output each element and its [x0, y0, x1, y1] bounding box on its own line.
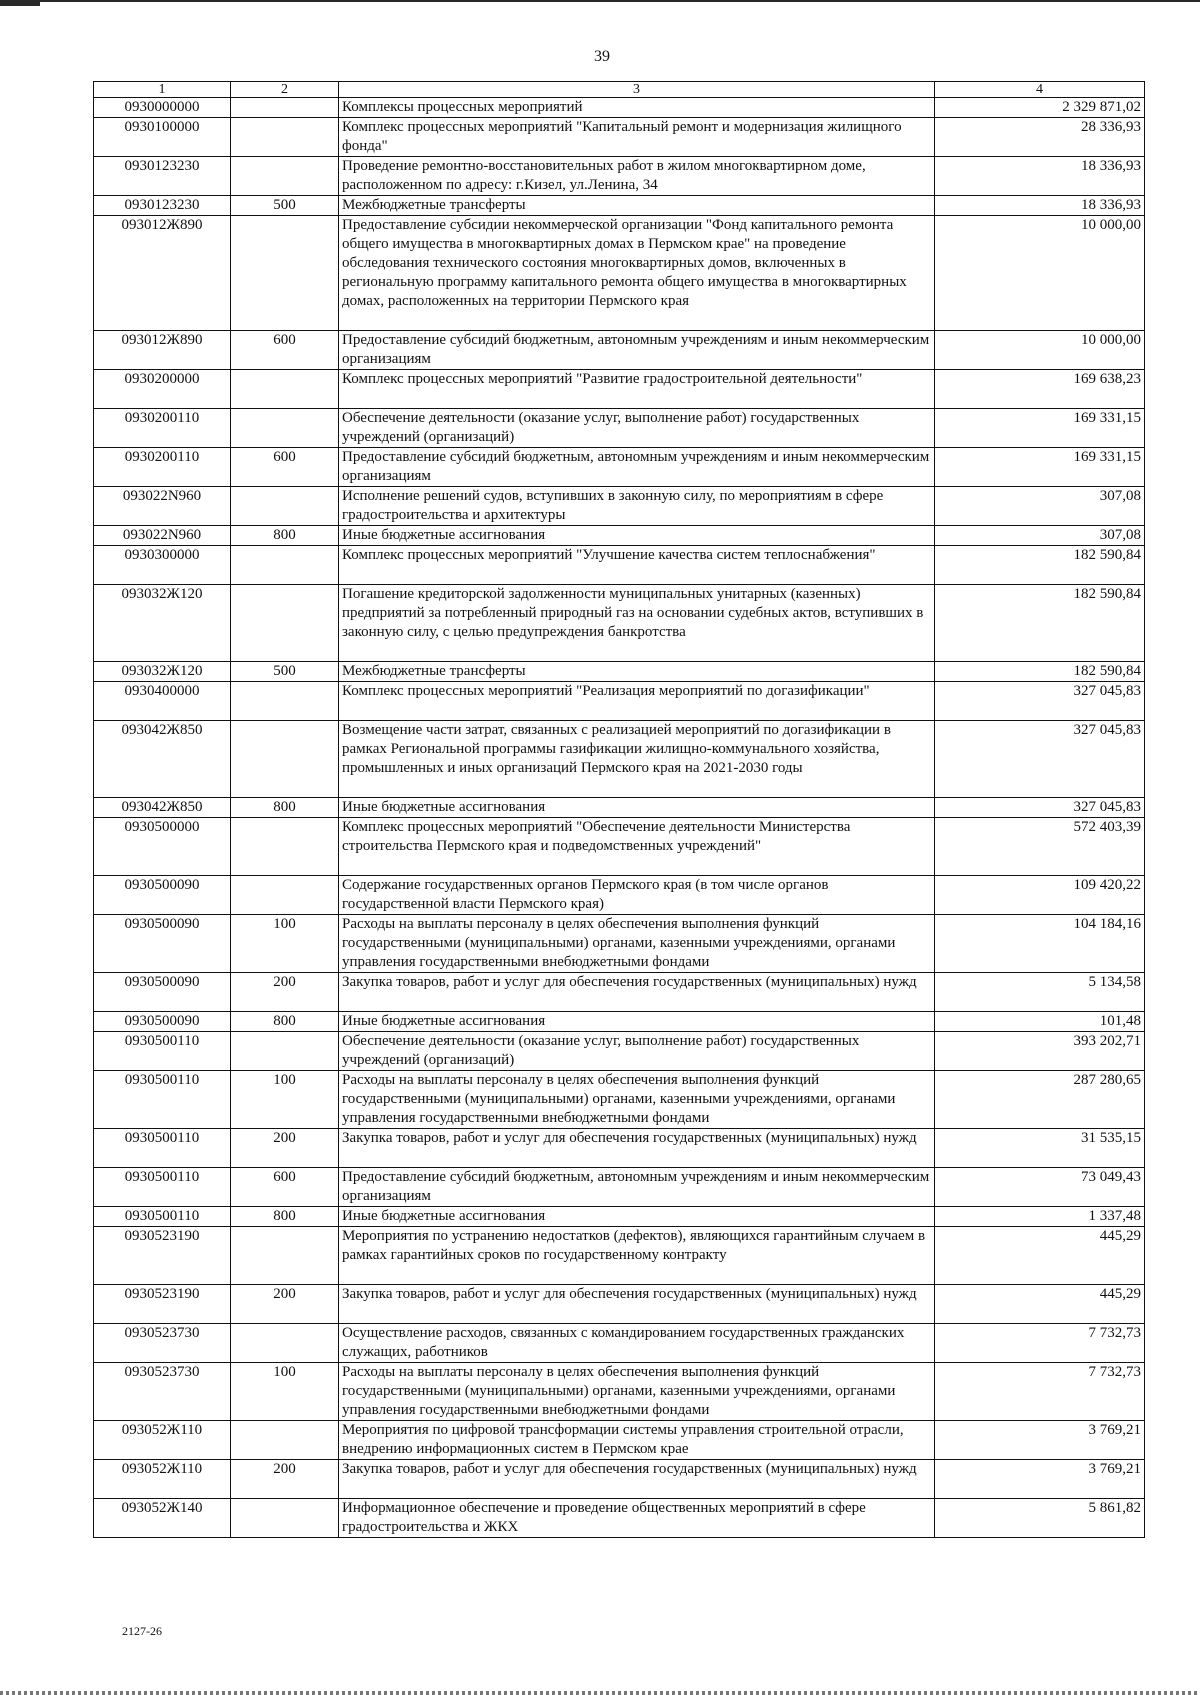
row-description-cell: Иные бюджетные ассигнования	[339, 526, 935, 546]
row-description-cell: Иные бюджетные ассигнования	[339, 1207, 935, 1227]
header-col-3: 3	[339, 82, 935, 98]
row-code-cell: 093012Ж890	[94, 216, 231, 331]
row-type-cell	[231, 585, 339, 662]
table-row	[94, 1285, 1145, 1324]
row-description-cell: Предоставление субсидий бюджетным, автономным учреждениям и иным некоммерческим организациям	[339, 331, 935, 370]
row-amount-cell: 10 000,00	[935, 216, 1145, 331]
row-amount-cell: 2 329 871,02	[935, 98, 1145, 118]
row-description-cell: Проведение ремонтно-восстановительных работ в жилом многоквартирном доме, расположенном по адресу: г.Кизел, ул.Ленина, 34	[339, 157, 935, 196]
row-code-cell: 0930500090	[94, 1012, 231, 1032]
table-row	[94, 973, 1145, 1012]
row-description-cell: Комплекс процессных мероприятий "Обеспечение деятельности Министерства строительства Пермского края и подведомственных учреждений"	[339, 818, 935, 876]
row-description-cell: Закупка товаров, работ и услуг для обеспечения государственных (муниципальных) нужд	[339, 1285, 935, 1324]
row-code-cell: 093032Ж120	[94, 585, 231, 662]
row-description-cell: Закупка товаров, работ и услуг для обеспечения государственных (муниципальных) нужд	[339, 973, 935, 1012]
row-description-cell: Комплекс процессных мероприятий "Реализация мероприятий по догазификации"	[339, 682, 935, 721]
row-code-cell: 0930123230	[94, 196, 231, 216]
row-type-cell: 800	[231, 526, 339, 546]
row-code-cell: 0930523730	[94, 1363, 231, 1421]
row-description-cell: Комплекс процессных мероприятий "Улучшение качества систем теплоснабжения"	[339, 546, 935, 585]
table-row	[94, 1499, 1145, 1538]
row-amount-cell: 5 134,58	[935, 973, 1145, 1012]
table-row	[94, 487, 1145, 526]
row-type-cell: 600	[231, 1168, 339, 1207]
row-type-cell	[231, 157, 339, 196]
header-col-1: 1	[94, 82, 231, 98]
row-amount-cell: 307,08	[935, 487, 1145, 526]
row-description-cell: Обеспечение деятельности (оказание услуг, выполнение работ) государственных учреждений (организаций)	[339, 1032, 935, 1071]
row-description-cell: Предоставление субсидий бюджетным, автономным учреждениям и иным некоммерческим организациям	[339, 448, 935, 487]
budget-table	[93, 81, 1145, 1538]
table-header-row	[94, 82, 1145, 98]
table-row	[94, 1071, 1145, 1129]
row-description-cell: Комплекс процессных мероприятий "Капитальный ремонт и модернизация жилищного фонда"	[339, 118, 935, 157]
row-amount-cell: 101,48	[935, 1012, 1145, 1032]
table-row	[94, 1324, 1145, 1363]
table-row	[94, 1168, 1145, 1207]
row-description-cell: Иные бюджетные ассигнования	[339, 1012, 935, 1032]
row-type-cell: 800	[231, 1012, 339, 1032]
row-type-cell: 600	[231, 331, 339, 370]
table-row	[94, 216, 1145, 331]
row-amount-cell: 182 590,84	[935, 546, 1145, 585]
scan-edge-top	[0, 0, 1200, 6]
table-row	[94, 546, 1145, 585]
table-row	[94, 876, 1145, 915]
row-amount-cell: 3 769,21	[935, 1460, 1145, 1499]
row-type-cell: 100	[231, 1071, 339, 1129]
row-description-cell: Иные бюджетные ассигнования	[339, 798, 935, 818]
row-code-cell: 093052Ж110	[94, 1421, 231, 1460]
row-code-cell: 093052Ж110	[94, 1460, 231, 1499]
row-amount-cell: 169 331,15	[935, 448, 1145, 487]
table-row	[94, 1129, 1145, 1168]
row-type-cell: 100	[231, 915, 339, 973]
row-code-cell: 093012Ж890	[94, 331, 231, 370]
row-description-cell: Погашение кредиторской задолженности муниципальных унитарных (казенных) предприятий за потребленный природный газ на основании судебных актов, вступивших в законную силу, с целью предупреждения банкротства	[339, 585, 935, 662]
row-code-cell: 0930500090	[94, 915, 231, 973]
page-number: 39	[594, 48, 610, 65]
row-type-cell: 200	[231, 1285, 339, 1324]
table-row	[94, 818, 1145, 876]
row-amount-cell: 5 861,82	[935, 1499, 1145, 1538]
table-row	[94, 331, 1145, 370]
row-amount-cell: 18 336,93	[935, 196, 1145, 216]
row-code-cell: 0930523730	[94, 1324, 231, 1363]
table-row	[94, 1421, 1145, 1460]
row-type-cell: 800	[231, 1207, 339, 1227]
row-code-cell: 0930100000	[94, 118, 231, 157]
row-description-cell: Мероприятия по устранению недостатков (дефектов), являющихся гарантийным случаем в рамках гарантийных сроков по государственному контракту	[339, 1227, 935, 1285]
row-type-cell	[231, 546, 339, 585]
row-description-cell: Исполнение решений судов, вступивших в законную силу, по мероприятиям в сфере градостроительства и архитектуры	[339, 487, 935, 526]
row-amount-cell: 327 045,83	[935, 682, 1145, 721]
row-description-cell: Предоставление субсидии некоммерческой организации "Фонд капитального ремонта общего имущества в многоквартирных домах в Пермском крае" на проведение обследования технического состояния многоквартирных домов, включенных в региональную программу капитального ремонта общего имущества в многоквартирных домах, расположенных на территории Пермского края	[339, 216, 935, 331]
header-col-4: 4	[935, 82, 1145, 98]
row-code-cell: 0930123230	[94, 157, 231, 196]
row-amount-cell: 327 045,83	[935, 721, 1145, 798]
row-amount-cell: 1 337,48	[935, 1207, 1145, 1227]
row-code-cell: 093042Ж850	[94, 721, 231, 798]
row-amount-cell: 287 280,65	[935, 1071, 1145, 1129]
row-code-cell: 093052Ж140	[94, 1499, 231, 1538]
row-amount-cell: 7 732,73	[935, 1324, 1145, 1363]
row-code-cell: 0930500110	[94, 1071, 231, 1129]
row-code-cell: 0930200110	[94, 409, 231, 448]
row-code-cell: 093022N960	[94, 487, 231, 526]
row-type-cell: 500	[231, 662, 339, 682]
row-type-cell	[231, 370, 339, 409]
row-type-cell	[231, 1227, 339, 1285]
row-code-cell: 093042Ж850	[94, 798, 231, 818]
table-row	[94, 370, 1145, 409]
row-code-cell: 093022N960	[94, 526, 231, 546]
row-description-cell: Межбюджетные трансферты	[339, 662, 935, 682]
row-description-cell: Расходы на выплаты персоналу в целях обеспечения выполнения функций государственными (муниципальными) органами, казенными учреждениями, органами управления государственными внебюджетными фондами	[339, 1071, 935, 1129]
row-amount-cell: 7 732,73	[935, 1363, 1145, 1421]
table-row	[94, 1207, 1145, 1227]
row-amount-cell: 10 000,00	[935, 331, 1145, 370]
row-amount-cell: 169 331,15	[935, 409, 1145, 448]
table-row	[94, 798, 1145, 818]
table-row	[94, 585, 1145, 662]
row-type-cell	[231, 682, 339, 721]
row-amount-cell: 109 420,22	[935, 876, 1145, 915]
table-row	[94, 448, 1145, 487]
row-amount-cell: 182 590,84	[935, 662, 1145, 682]
row-code-cell: 0930500000	[94, 818, 231, 876]
row-code-cell: 0930500110	[94, 1168, 231, 1207]
table-row	[94, 526, 1145, 546]
row-type-cell	[231, 409, 339, 448]
row-amount-cell: 3 769,21	[935, 1421, 1145, 1460]
row-amount-cell: 73 049,43	[935, 1168, 1145, 1207]
row-amount-cell: 104 184,16	[935, 915, 1145, 973]
row-description-cell: Предоставление субсидий бюджетным, автономным учреждениям и иным некоммерческим организациям	[339, 1168, 935, 1207]
row-amount-cell: 327 045,83	[935, 798, 1145, 818]
row-type-cell	[231, 487, 339, 526]
row-type-cell	[231, 216, 339, 331]
row-description-cell: Расходы на выплаты персоналу в целях обеспечения выполнения функций государственными (муниципальными) органами, казенными учреждениями, органами управления государственными внебюджетными фондами	[339, 1363, 935, 1421]
table-row	[94, 682, 1145, 721]
row-description-cell: Комплекс процессных мероприятий "Развитие градостроительной деятельности"	[339, 370, 935, 409]
row-amount-cell: 182 590,84	[935, 585, 1145, 662]
row-description-cell: Закупка товаров, работ и услуг для обеспечения государственных (муниципальных) нужд	[339, 1129, 935, 1168]
row-amount-cell: 169 638,23	[935, 370, 1145, 409]
row-code-cell: 093032Ж120	[94, 662, 231, 682]
row-type-cell: 200	[231, 973, 339, 1012]
row-description-cell: Расходы на выплаты персоналу в целях обеспечения выполнения функций государственными (муниципальными) органами, казенными учреждениями, органами управления государственными внебюджетными фондами	[339, 915, 935, 973]
row-amount-cell: 445,29	[935, 1285, 1145, 1324]
row-description-cell: Межбюджетные трансферты	[339, 196, 935, 216]
row-type-cell	[231, 1499, 339, 1538]
header-col-2: 2	[231, 82, 339, 98]
row-description-cell: Обеспечение деятельности (оказание услуг, выполнение работ) государственных учреждений (организаций)	[339, 409, 935, 448]
row-amount-cell: 28 336,93	[935, 118, 1145, 157]
row-code-cell: 0930500110	[94, 1129, 231, 1168]
table-row	[94, 662, 1145, 682]
row-type-cell: 200	[231, 1460, 339, 1499]
row-type-cell	[231, 818, 339, 876]
row-code-cell: 0930523190	[94, 1285, 231, 1324]
row-type-cell	[231, 1032, 339, 1071]
row-type-cell	[231, 98, 339, 118]
row-code-cell: 0930300000	[94, 546, 231, 585]
row-description-cell: Содержание государственных органов Пермского края (в том числе органов государственной власти Пермского края)	[339, 876, 935, 915]
row-type-cell	[231, 118, 339, 157]
row-code-cell: 0930500090	[94, 973, 231, 1012]
row-type-cell: 100	[231, 1363, 339, 1421]
row-type-cell	[231, 1421, 339, 1460]
row-description-cell: Закупка товаров, работ и услуг для обеспечения государственных (муниципальных) нужд	[339, 1460, 935, 1499]
row-code-cell: 0930500110	[94, 1207, 231, 1227]
row-type-cell: 800	[231, 798, 339, 818]
table-row	[94, 409, 1145, 448]
row-description-cell: Мероприятия по цифровой трансформации системы управления строительной отрасли, внедрению информационных систем в Пермском крае	[339, 1421, 935, 1460]
table-row	[94, 915, 1145, 973]
row-type-cell	[231, 721, 339, 798]
row-amount-cell: 445,29	[935, 1227, 1145, 1285]
row-description-cell: Возмещение части затрат, связанных с реализацией мероприятий по догазификации в рамках Региональной программы газификации жилищно-коммунального хозяйства, промышленных и иных организаций Пермского края на 2021-2030 годы	[339, 721, 935, 798]
document-footer-code: 2127-26	[122, 1624, 162, 1638]
row-amount-cell: 307,08	[935, 526, 1145, 546]
row-type-cell: 600	[231, 448, 339, 487]
table-row	[94, 721, 1145, 798]
row-code-cell: 0930200000	[94, 370, 231, 409]
scan-edge-bottom	[0, 1691, 1200, 1695]
table-row	[94, 1227, 1145, 1285]
row-amount-cell: 18 336,93	[935, 157, 1145, 196]
row-amount-cell: 393 202,71	[935, 1032, 1145, 1071]
row-type-cell	[231, 876, 339, 915]
row-code-cell: 0930200110	[94, 448, 231, 487]
table-row	[94, 98, 1145, 118]
table-row	[94, 1460, 1145, 1499]
row-description-cell: Информационное обеспечение и проведение общественных мероприятий в сфере градостроительства и ЖКХ	[339, 1499, 935, 1538]
table-row	[94, 1012, 1145, 1032]
row-code-cell: 0930400000	[94, 682, 231, 721]
row-type-cell	[231, 1324, 339, 1363]
row-code-cell: 0930500110	[94, 1032, 231, 1071]
table-row	[94, 196, 1145, 216]
row-amount-cell: 572 403,39	[935, 818, 1145, 876]
row-code-cell: 0930000000	[94, 98, 231, 118]
row-code-cell: 0930500090	[94, 876, 231, 915]
row-type-cell: 200	[231, 1129, 339, 1168]
row-amount-cell: 31 535,15	[935, 1129, 1145, 1168]
table-row	[94, 157, 1145, 196]
table-row	[94, 1032, 1145, 1071]
row-description-cell: Комплексы процессных мероприятий	[339, 98, 935, 118]
row-type-cell: 500	[231, 196, 339, 216]
table-row	[94, 118, 1145, 157]
row-code-cell: 0930523190	[94, 1227, 231, 1285]
table-row	[94, 1363, 1145, 1421]
row-description-cell: Осуществление расходов, связанных с командированием государственных гражданских служащих, работников	[339, 1324, 935, 1363]
